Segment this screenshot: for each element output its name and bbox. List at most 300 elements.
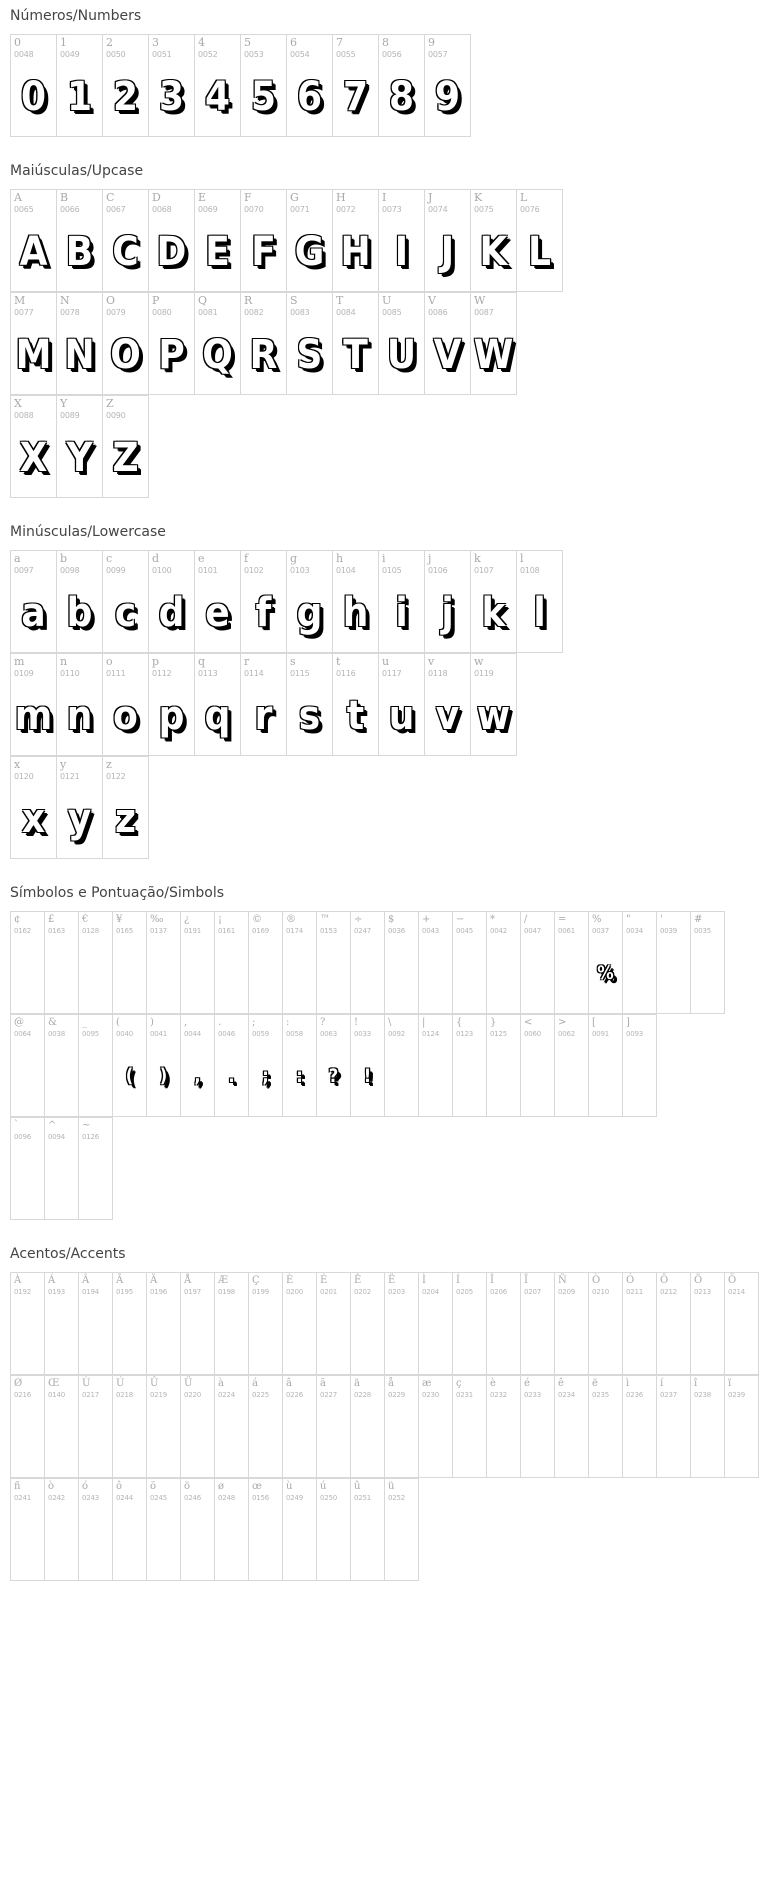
- glyph-cell[interactable]: [283, 1376, 317, 1478]
- glyph-meta: [79, 1273, 112, 1297]
- glyph-cell[interactable]: [657, 1273, 691, 1375]
- glyph-preview: [287, 61, 332, 133]
- glyph-cell[interactable]: [425, 293, 471, 395]
- glyph-cell[interactable]: [351, 1479, 385, 1581]
- glyph-code-label: 0080: [152, 308, 172, 317]
- glyph-cell[interactable]: [589, 1015, 623, 1117]
- glyph-cell[interactable]: [113, 1015, 147, 1117]
- glyph-cell[interactable]: [11, 551, 57, 653]
- glyph-preview-char: u: [388, 693, 415, 739]
- glyph-meta: [425, 654, 470, 678]
- glyph-char-label: ?: [320, 1017, 326, 1028]
- glyph-cell[interactable]: [249, 912, 283, 1014]
- glyph-cell[interactable]: [287, 654, 333, 756]
- glyph-cell[interactable]: [241, 35, 287, 137]
- glyph-code-label: 0202: [354, 1288, 372, 1296]
- glyph-char-label: k: [474, 552, 481, 565]
- glyph-char-label: Ê: [354, 1275, 362, 1286]
- glyph-preview: [103, 422, 148, 494]
- glyph-cell[interactable]: [11, 1273, 45, 1375]
- glyph-cell[interactable]: [287, 190, 333, 292]
- glyph-code-label: 0050: [106, 50, 126, 59]
- glyph-char-label: Ô: [660, 1275, 669, 1286]
- glyph-preview: [623, 1041, 656, 1113]
- glyph-cell[interactable]: [379, 293, 425, 395]
- glyph-cell[interactable]: [215, 1273, 249, 1375]
- glyph-cell[interactable]: [453, 912, 487, 1014]
- glyph-preview: [517, 216, 562, 288]
- glyph-cell[interactable]: [691, 1376, 725, 1478]
- glyph-char-label: l: [520, 552, 524, 565]
- glyph-cell[interactable]: [283, 1273, 317, 1375]
- glyph-cell[interactable]: [419, 1273, 453, 1375]
- section-title: Maiúsculas/Upcase: [10, 163, 144, 179]
- glyph-cell[interactable]: [471, 551, 517, 653]
- glyph-meta: [385, 1479, 418, 1503]
- glyph-cell[interactable]: [287, 35, 333, 137]
- glyph-preview: [425, 577, 470, 649]
- glyph-cell[interactable]: [147, 912, 181, 1014]
- glyph-cell[interactable]: [149, 293, 195, 395]
- glyph-cell[interactable]: [379, 190, 425, 292]
- glyph-cell[interactable]: [379, 551, 425, 653]
- glyph-cell[interactable]: [725, 1273, 759, 1375]
- glyph-code-label: 0234: [558, 1391, 576, 1399]
- glyph-cell[interactable]: [555, 1273, 589, 1375]
- glyph-cell[interactable]: [241, 654, 287, 756]
- glyph-cell[interactable]: [181, 912, 215, 1014]
- glyph-char-label: _: [82, 1017, 87, 1028]
- glyph-cell[interactable]: [149, 35, 195, 137]
- glyph-code-label: 0076: [520, 205, 540, 214]
- glyph-char-label: Ø: [14, 1378, 23, 1389]
- glyph-char-label: w: [474, 655, 484, 668]
- glyph-code-label: 0107: [474, 566, 494, 575]
- glyph-cell[interactable]: [287, 293, 333, 395]
- glyph-cell[interactable]: [317, 1273, 351, 1375]
- glyph-cell[interactable]: [521, 1273, 555, 1375]
- glyph-preview: [351, 1505, 384, 1577]
- glyph-preview: [379, 577, 424, 649]
- glyph-char-label: V: [428, 294, 436, 307]
- glyph-char-label: Õ: [694, 1275, 703, 1286]
- glyph-code-label: 0116: [336, 669, 356, 678]
- glyph-cell[interactable]: [351, 1376, 385, 1478]
- glyph-code-label: 0192: [14, 1288, 32, 1296]
- glyph-cell[interactable]: [419, 1015, 453, 1117]
- glyph-cell[interactable]: [521, 1376, 555, 1478]
- glyph-cell[interactable]: [79, 1376, 113, 1478]
- glyph-cell[interactable]: [45, 912, 79, 1014]
- glyph-cell[interactable]: [195, 35, 241, 137]
- glyph-code-label: 0217: [82, 1391, 100, 1399]
- glyph-preview: [453, 938, 486, 1010]
- glyph-cell[interactable]: [57, 757, 103, 859]
- glyph-cell[interactable]: [149, 190, 195, 292]
- glyph-cell[interactable]: [45, 1479, 79, 1581]
- glyph-preview-char: o: [113, 693, 138, 739]
- glyph-cell[interactable]: [385, 1273, 419, 1375]
- glyph-cell[interactable]: [11, 190, 57, 292]
- glyph-preview: [57, 319, 102, 391]
- glyph-meta: [215, 1479, 248, 1503]
- glyph-preview: [623, 938, 656, 1010]
- glyph-cell[interactable]: [113, 1376, 147, 1478]
- glyph-char-label: 8: [382, 36, 389, 49]
- glyph-cell[interactable]: [333, 654, 379, 756]
- glyph-code-label: 0224: [218, 1391, 236, 1399]
- glyph-meta: [317, 1273, 350, 1297]
- glyph-cell[interactable]: [589, 1273, 623, 1375]
- glyph-cell[interactable]: [149, 654, 195, 756]
- glyph-code-label: 0198: [218, 1288, 236, 1296]
- glyph-char-label: Ö: [728, 1275, 737, 1286]
- glyph-cell[interactable]: [471, 654, 517, 756]
- glyph-code-label: 0070: [244, 205, 264, 214]
- glyph-cell[interactable]: [283, 1479, 317, 1581]
- glyph-meta: [589, 912, 622, 936]
- glyph-cell[interactable]: [555, 912, 589, 1014]
- glyph-preview: [623, 1299, 656, 1371]
- glyph-cell[interactable]: [351, 1015, 385, 1117]
- glyph-cell[interactable]: [241, 190, 287, 292]
- glyph-cell[interactable]: [103, 190, 149, 292]
- glyph-preview: [379, 319, 424, 391]
- glyph-cell[interactable]: [147, 1479, 181, 1581]
- glyph-cell[interactable]: [79, 912, 113, 1014]
- glyph-cell[interactable]: [195, 293, 241, 395]
- glyph-meta: [623, 1376, 656, 1400]
- glyph-char-label: E: [198, 191, 207, 204]
- glyph-cell[interactable]: [691, 1273, 725, 1375]
- glyph-preview: [471, 216, 516, 288]
- glyph-cell[interactable]: [379, 654, 425, 756]
- glyph-preview: [317, 1299, 350, 1371]
- glyph-cell[interactable]: [425, 35, 471, 137]
- glyph-cell[interactable]: [11, 1015, 45, 1117]
- glyph-preview: [419, 938, 452, 1010]
- glyph-preview-char: Q: [202, 332, 233, 378]
- glyph-meta: [181, 1273, 214, 1297]
- glyph-char-label: È: [286, 1275, 294, 1286]
- glyph-preview: [195, 216, 240, 288]
- glyph-cell[interactable]: [351, 912, 385, 1014]
- glyph-cell[interactable]: [283, 1015, 317, 1117]
- glyph-preview: [11, 61, 56, 133]
- glyph-cell[interactable]: [57, 654, 103, 756]
- glyph-cell[interactable]: [11, 35, 57, 137]
- glyph-meta: [287, 190, 332, 214]
- glyph-preview: [241, 680, 286, 752]
- glyph-preview-char: T: [343, 332, 368, 378]
- glyph-preview-char: ;: [262, 1065, 269, 1087]
- glyph-cell[interactable]: [103, 654, 149, 756]
- glyph-cell[interactable]: [103, 35, 149, 137]
- glyph-cell[interactable]: [79, 1118, 113, 1220]
- glyph-code-label: 0206: [490, 1288, 508, 1296]
- glyph-cell[interactable]: [181, 1273, 215, 1375]
- glyph-cell[interactable]: [103, 757, 149, 859]
- glyph-cell[interactable]: [425, 654, 471, 756]
- glyph-char-label: £: [48, 914, 55, 925]
- glyph-cell[interactable]: [241, 293, 287, 395]
- glyph-cell[interactable]: [181, 1015, 215, 1117]
- glyph-cell[interactable]: [113, 912, 147, 1014]
- glyph-code-label: 0209: [558, 1288, 576, 1296]
- glyph-cell[interactable]: [555, 1376, 589, 1478]
- glyph-cell[interactable]: [215, 1479, 249, 1581]
- glyph-meta: [521, 1376, 554, 1400]
- glyph-code-label: 0248: [218, 1494, 236, 1502]
- glyph-meta: [103, 396, 148, 420]
- glyph-preview-char: %: [597, 962, 614, 984]
- glyph-cell[interactable]: [385, 1479, 419, 1581]
- glyph-char-label: ô: [116, 1481, 123, 1492]
- glyph-char-label: 1: [60, 36, 67, 49]
- glyph-char-label: ©: [252, 914, 262, 925]
- glyph-row: [10, 1014, 657, 1117]
- glyph-char-label: #: [694, 914, 703, 925]
- glyph-cell[interactable]: [287, 551, 333, 653]
- glyph-cell[interactable]: [45, 1376, 79, 1478]
- glyph-cell[interactable]: [45, 1118, 79, 1220]
- glyph-code-label: 0122: [106, 772, 126, 781]
- glyph-meta: [287, 654, 332, 678]
- glyph-preview-char: 5: [250, 74, 277, 120]
- glyph-cell[interactable]: [317, 1376, 351, 1478]
- glyph-cell[interactable]: [623, 1376, 657, 1478]
- glyph-char-label: g: [290, 552, 298, 565]
- glyph-meta: [195, 551, 240, 575]
- glyph-cell[interactable]: [79, 1273, 113, 1375]
- glyph-preview-char: (: [125, 1065, 134, 1087]
- glyph-cell[interactable]: [103, 293, 149, 395]
- glyph-cell[interactable]: [623, 1015, 657, 1117]
- glyph-cell[interactable]: [57, 396, 103, 498]
- glyph-char-label: H: [336, 191, 346, 204]
- glyph-section: [0, 155, 661, 498]
- glyph-preview-char: H: [340, 229, 371, 275]
- glyph-cell[interactable]: [555, 1015, 589, 1117]
- glyph-preview-char: e: [205, 590, 230, 636]
- glyph-cell[interactable]: [385, 1015, 419, 1117]
- glyph-cell[interactable]: [147, 1376, 181, 1478]
- glyph-cell[interactable]: [333, 35, 379, 137]
- glyph-meta: [657, 1376, 690, 1400]
- glyph-cell[interactable]: [11, 396, 57, 498]
- glyph-cell[interactable]: [453, 1015, 487, 1117]
- glyph-preview: [113, 1505, 146, 1577]
- glyph-cell[interactable]: [517, 551, 563, 653]
- glyph-cell[interactable]: [11, 293, 57, 395]
- glyph-code-label: 0137: [150, 927, 168, 935]
- glyph-cell[interactable]: [215, 1376, 249, 1478]
- glyph-char-label: a: [14, 552, 21, 565]
- glyph-code-label: 0201: [320, 1288, 338, 1296]
- glyph-cell[interactable]: [517, 190, 563, 292]
- glyph-cell[interactable]: [657, 1376, 691, 1478]
- glyph-cell[interactable]: [103, 396, 149, 498]
- glyph-preview-char: d: [158, 590, 185, 636]
- glyph-cell[interactable]: [57, 551, 103, 653]
- glyph-code-label: 0211: [626, 1288, 644, 1296]
- glyph-cell[interactable]: [333, 551, 379, 653]
- glyph-preview-char: K: [479, 229, 508, 275]
- glyph-cell[interactable]: [623, 1273, 657, 1375]
- glyph-cell[interactable]: [333, 293, 379, 395]
- glyph-preview: [691, 938, 724, 1010]
- glyph-cell[interactable]: [589, 912, 623, 1014]
- glyph-meta: [181, 912, 214, 936]
- glyph-meta: [11, 654, 56, 678]
- glyph-meta: [149, 551, 194, 575]
- glyph-meta: [57, 551, 102, 575]
- glyph-code-label: 0057: [428, 50, 448, 59]
- glyph-meta: [623, 912, 656, 936]
- glyph-cell[interactable]: [725, 1376, 759, 1478]
- glyph-cell[interactable]: [11, 757, 57, 859]
- glyph-cell[interactable]: [11, 912, 45, 1014]
- glyph-cell[interactable]: [113, 1479, 147, 1581]
- glyph-char-label: å: [388, 1378, 394, 1389]
- glyph-meta: [385, 912, 418, 936]
- glyph-cell[interactable]: [283, 912, 317, 1014]
- glyph-cell[interactable]: [317, 1015, 351, 1117]
- glyph-cell[interactable]: [333, 190, 379, 292]
- glyph-code-label: 0101: [198, 566, 218, 575]
- glyph-char-label: Æ: [218, 1275, 229, 1286]
- glyph-cell[interactable]: [657, 912, 691, 1014]
- glyph-cell[interactable]: [57, 293, 103, 395]
- glyph-cell[interactable]: [589, 1376, 623, 1478]
- glyph-cell[interactable]: [215, 912, 249, 1014]
- glyph-cell[interactable]: [215, 1015, 249, 1117]
- glyph-char-label: Q: [198, 294, 208, 307]
- glyph-cell[interactable]: [195, 190, 241, 292]
- glyph-char-label: &: [48, 1017, 57, 1028]
- glyph-preview: [45, 1402, 78, 1474]
- glyph-code-label: 0105: [382, 566, 402, 575]
- glyph-preview: [555, 1041, 588, 1113]
- glyph-cell[interactable]: [385, 1376, 419, 1478]
- glyph-cell[interactable]: [419, 1376, 453, 1478]
- glyph-preview-char: N: [64, 332, 95, 378]
- glyph-grid: [0, 189, 661, 498]
- glyph-cell[interactable]: [317, 912, 351, 1014]
- glyph-cell[interactable]: [57, 190, 103, 292]
- glyph-cell[interactable]: [147, 1273, 181, 1375]
- glyph-preview: [487, 1402, 520, 1474]
- glyph-char-label: K: [474, 191, 483, 204]
- glyph-cell[interactable]: [487, 1376, 521, 1478]
- glyph-meta: [45, 1118, 78, 1142]
- glyph-code-label: 0077: [14, 308, 34, 317]
- glyph-cell[interactable]: [79, 1479, 113, 1581]
- glyph-meta: [249, 912, 282, 936]
- glyph-cell[interactable]: [11, 654, 57, 756]
- glyph-cell[interactable]: [487, 1015, 521, 1117]
- glyph-cell[interactable]: [691, 912, 725, 1014]
- glyph-cell[interactable]: [521, 1015, 555, 1117]
- glyph-cell[interactable]: [181, 1376, 215, 1478]
- glyph-cell[interactable]: [113, 1273, 147, 1375]
- glyph-cell[interactable]: [241, 551, 287, 653]
- glyph-meta: [589, 1273, 622, 1297]
- glyph-preview: [333, 680, 378, 752]
- glyph-cell[interactable]: [103, 551, 149, 653]
- glyph-preview-char: l: [533, 590, 546, 636]
- glyph-cell[interactable]: [419, 912, 453, 1014]
- glyph-code-label: 0059: [252, 1030, 270, 1038]
- glyph-preview: [589, 938, 622, 1010]
- glyph-cell[interactable]: [487, 1273, 521, 1375]
- glyph-cell[interactable]: [195, 654, 241, 756]
- glyph-row: [10, 1117, 113, 1220]
- glyph-code-label: 0212: [660, 1288, 678, 1296]
- glyph-cell[interactable]: [45, 1015, 79, 1117]
- glyph-cell[interactable]: [249, 1479, 283, 1581]
- glyph-meta: [333, 293, 378, 317]
- glyph-cell[interactable]: [249, 1273, 283, 1375]
- glyph-cell[interactable]: [453, 1273, 487, 1375]
- glyph-char-label: d: [152, 552, 160, 565]
- glyph-cell[interactable]: [147, 1015, 181, 1117]
- glyph-char-label: Z: [106, 397, 114, 410]
- glyph-cell[interactable]: [623, 912, 657, 1014]
- glyph-preview: [333, 319, 378, 391]
- glyph-cell[interactable]: [379, 35, 425, 137]
- glyph-cell[interactable]: [195, 551, 241, 653]
- glyph-cell[interactable]: [149, 551, 195, 653]
- glyph-code-label: 0163: [48, 927, 66, 935]
- glyph-cell[interactable]: [521, 912, 555, 1014]
- glyph-cell[interactable]: [249, 1015, 283, 1117]
- glyph-char-label: ó: [82, 1481, 89, 1492]
- glyph-cell[interactable]: [317, 1479, 351, 1581]
- glyph-cell[interactable]: [471, 293, 517, 395]
- glyph-meta: [283, 1273, 316, 1297]
- glyph-cell[interactable]: [11, 1479, 45, 1581]
- glyph-preview: [147, 938, 180, 1010]
- glyph-preview: [317, 1505, 350, 1577]
- glyph-cell[interactable]: [425, 190, 471, 292]
- glyph-char-label: J: [428, 191, 433, 204]
- glyph-cell[interactable]: [249, 1376, 283, 1478]
- glyph-code-label: 0042: [490, 927, 508, 935]
- glyph-code-label: 0096: [14, 1133, 32, 1141]
- glyph-char-label: u: [382, 655, 390, 668]
- glyph-preview: [517, 577, 562, 649]
- glyph-meta: [555, 912, 588, 936]
- glyph-meta: [555, 1273, 588, 1297]
- glyph-code-label: 0205: [456, 1288, 474, 1296]
- glyph-cell[interactable]: [11, 1118, 45, 1220]
- glyph-cell[interactable]: [181, 1479, 215, 1581]
- glyph-meta: [471, 551, 516, 575]
- glyph-cell[interactable]: [471, 190, 517, 292]
- glyph-cell[interactable]: [487, 912, 521, 1014]
- glyph-code-label: 0087: [474, 308, 494, 317]
- glyph-cell[interactable]: [11, 1376, 45, 1478]
- glyph-cell[interactable]: [45, 1273, 79, 1375]
- glyph-cell[interactable]: [57, 35, 103, 137]
- glyph-preview-char: ): [159, 1065, 168, 1087]
- glyph-cell[interactable]: [79, 1015, 113, 1117]
- glyph-cell[interactable]: [385, 912, 419, 1014]
- glyph-cell[interactable]: [453, 1376, 487, 1478]
- glyph-cell[interactable]: [425, 551, 471, 653]
- glyph-cell[interactable]: [351, 1273, 385, 1375]
